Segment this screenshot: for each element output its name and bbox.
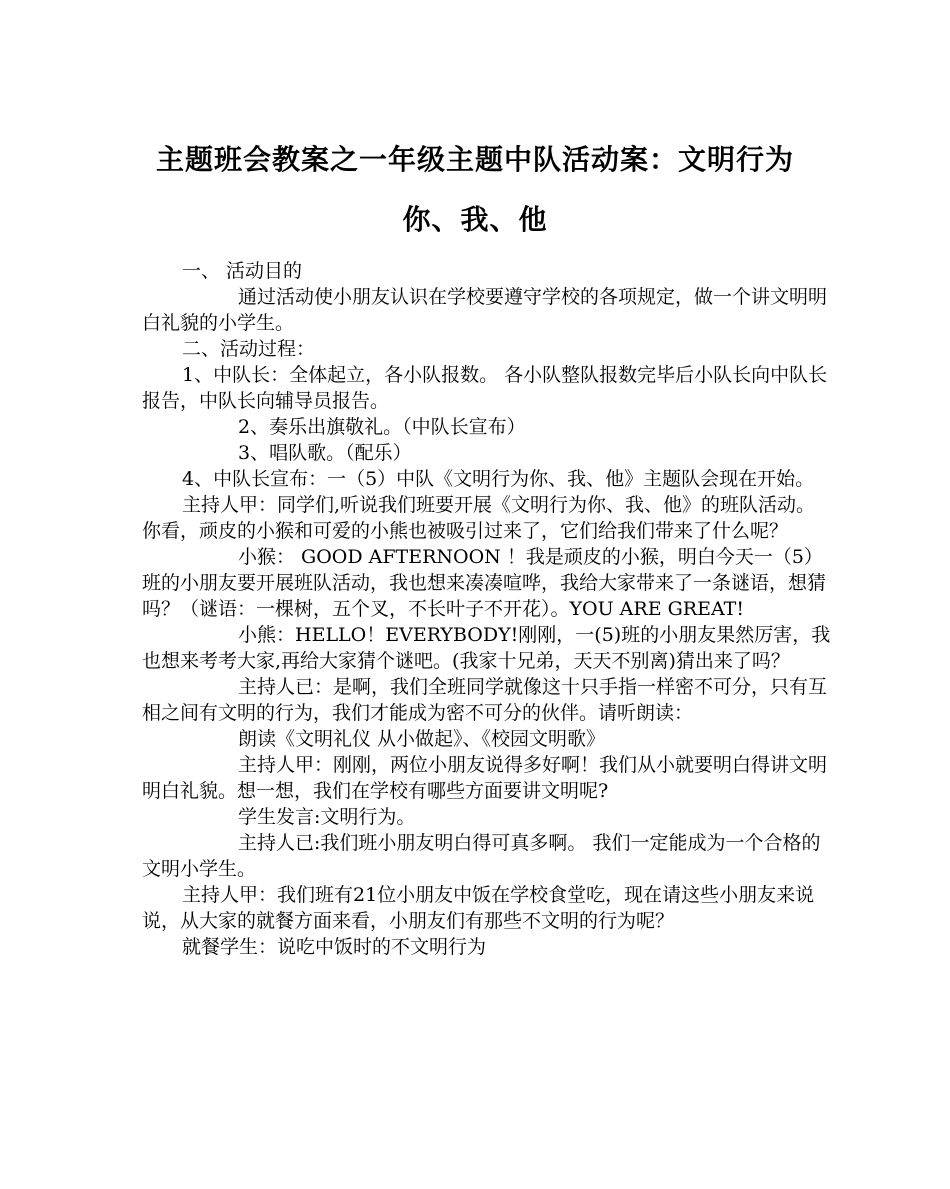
section-heading-purpose: 一、 活动目的: [182, 260, 303, 282]
paragraph: 小猴： GOOD AFTERNOON ！我是顽皮的小猴，明白今天一（5）班的小朋友要开展班队活动，我也想来凑凑喧哗，我给大家带来了一条谜语，想猜吗？（谜语：一棵树，五个叉，不长叶子不开花）。YOU ARE GREAT!: [142, 546, 827, 620]
paragraph: 主持人甲：刚刚，两位小朋友说得多好啊！我们从小就要明白得讲文明明白礼貌。想一想，我们在学校有哪些方面要讲文明呢?: [142, 754, 828, 802]
paragraph: 主持人甲：同学们,听说我们班要开展《文明行为你、我、他》的班队活动。你看，顽皮的小猴和可爱的小熊也被吸引过来了，它们给我们带来了什么呢？: [142, 494, 816, 542]
paragraph: 主持人已:我们班小朋友明白得可真多啊。 我们一定能成为一个合格的文明小学生。: [142, 832, 821, 880]
paragraph: 1、中队长：全体起立，各小队报数。 各小队整队报数完毕后小队长向中队长报告，中队长向辅导员报告。: [142, 364, 828, 412]
section-heading-process: 二、活动过程：: [182, 338, 316, 360]
document-body: [142, 258, 832, 960]
paragraph: 朗读《文明礼仪 从小做起》、《校园文明歌》: [238, 728, 606, 750]
paragraph: 小熊：HELLO！EVERYBODY!刚刚，一(5)班的小朋友果然厉害，我也想来考考大家,再给大家猜个谜吧。(我家十兄弟，天天不别离)猜出来了吗？: [142, 624, 831, 672]
paragraph: 通过活动使小朋友认识在学校要遵守学校的各项规定，做一个讲文明明白礼貌的小学生。: [142, 286, 828, 334]
paragraph: 2、奏乐出旗敬礼。（中队长宣布）: [238, 416, 526, 438]
paragraph: 就餐学生：说吃中饭时的不文明行为: [182, 936, 487, 958]
document-title: 主题班会教案之一年级主题中队活动案：文明行为你、我、他: [155, 143, 794, 236]
paragraph: 主持人已：是啊，我们全班同学就像这十只手指一样密不可分，只有互相之间有文明的行为，我们才能成为密不可分的伙伴。请听朗读：: [142, 676, 828, 724]
paragraph: 学生发言:文明行为。: [238, 806, 416, 828]
paragraph: 4、中队长宣布：一（5）中队《文明行为你、我、他》主题队会现在开始。: [182, 468, 815, 490]
paragraph: 主持人甲：我们班有21位小朋友中饭在学校食堂吃，现在请这些小朋友来说说，从大家的就餐方面来看，小朋友们有那些不文明的行为呢？: [142, 884, 815, 932]
paragraph: 3、唱队歌。（配乐）: [238, 442, 412, 464]
